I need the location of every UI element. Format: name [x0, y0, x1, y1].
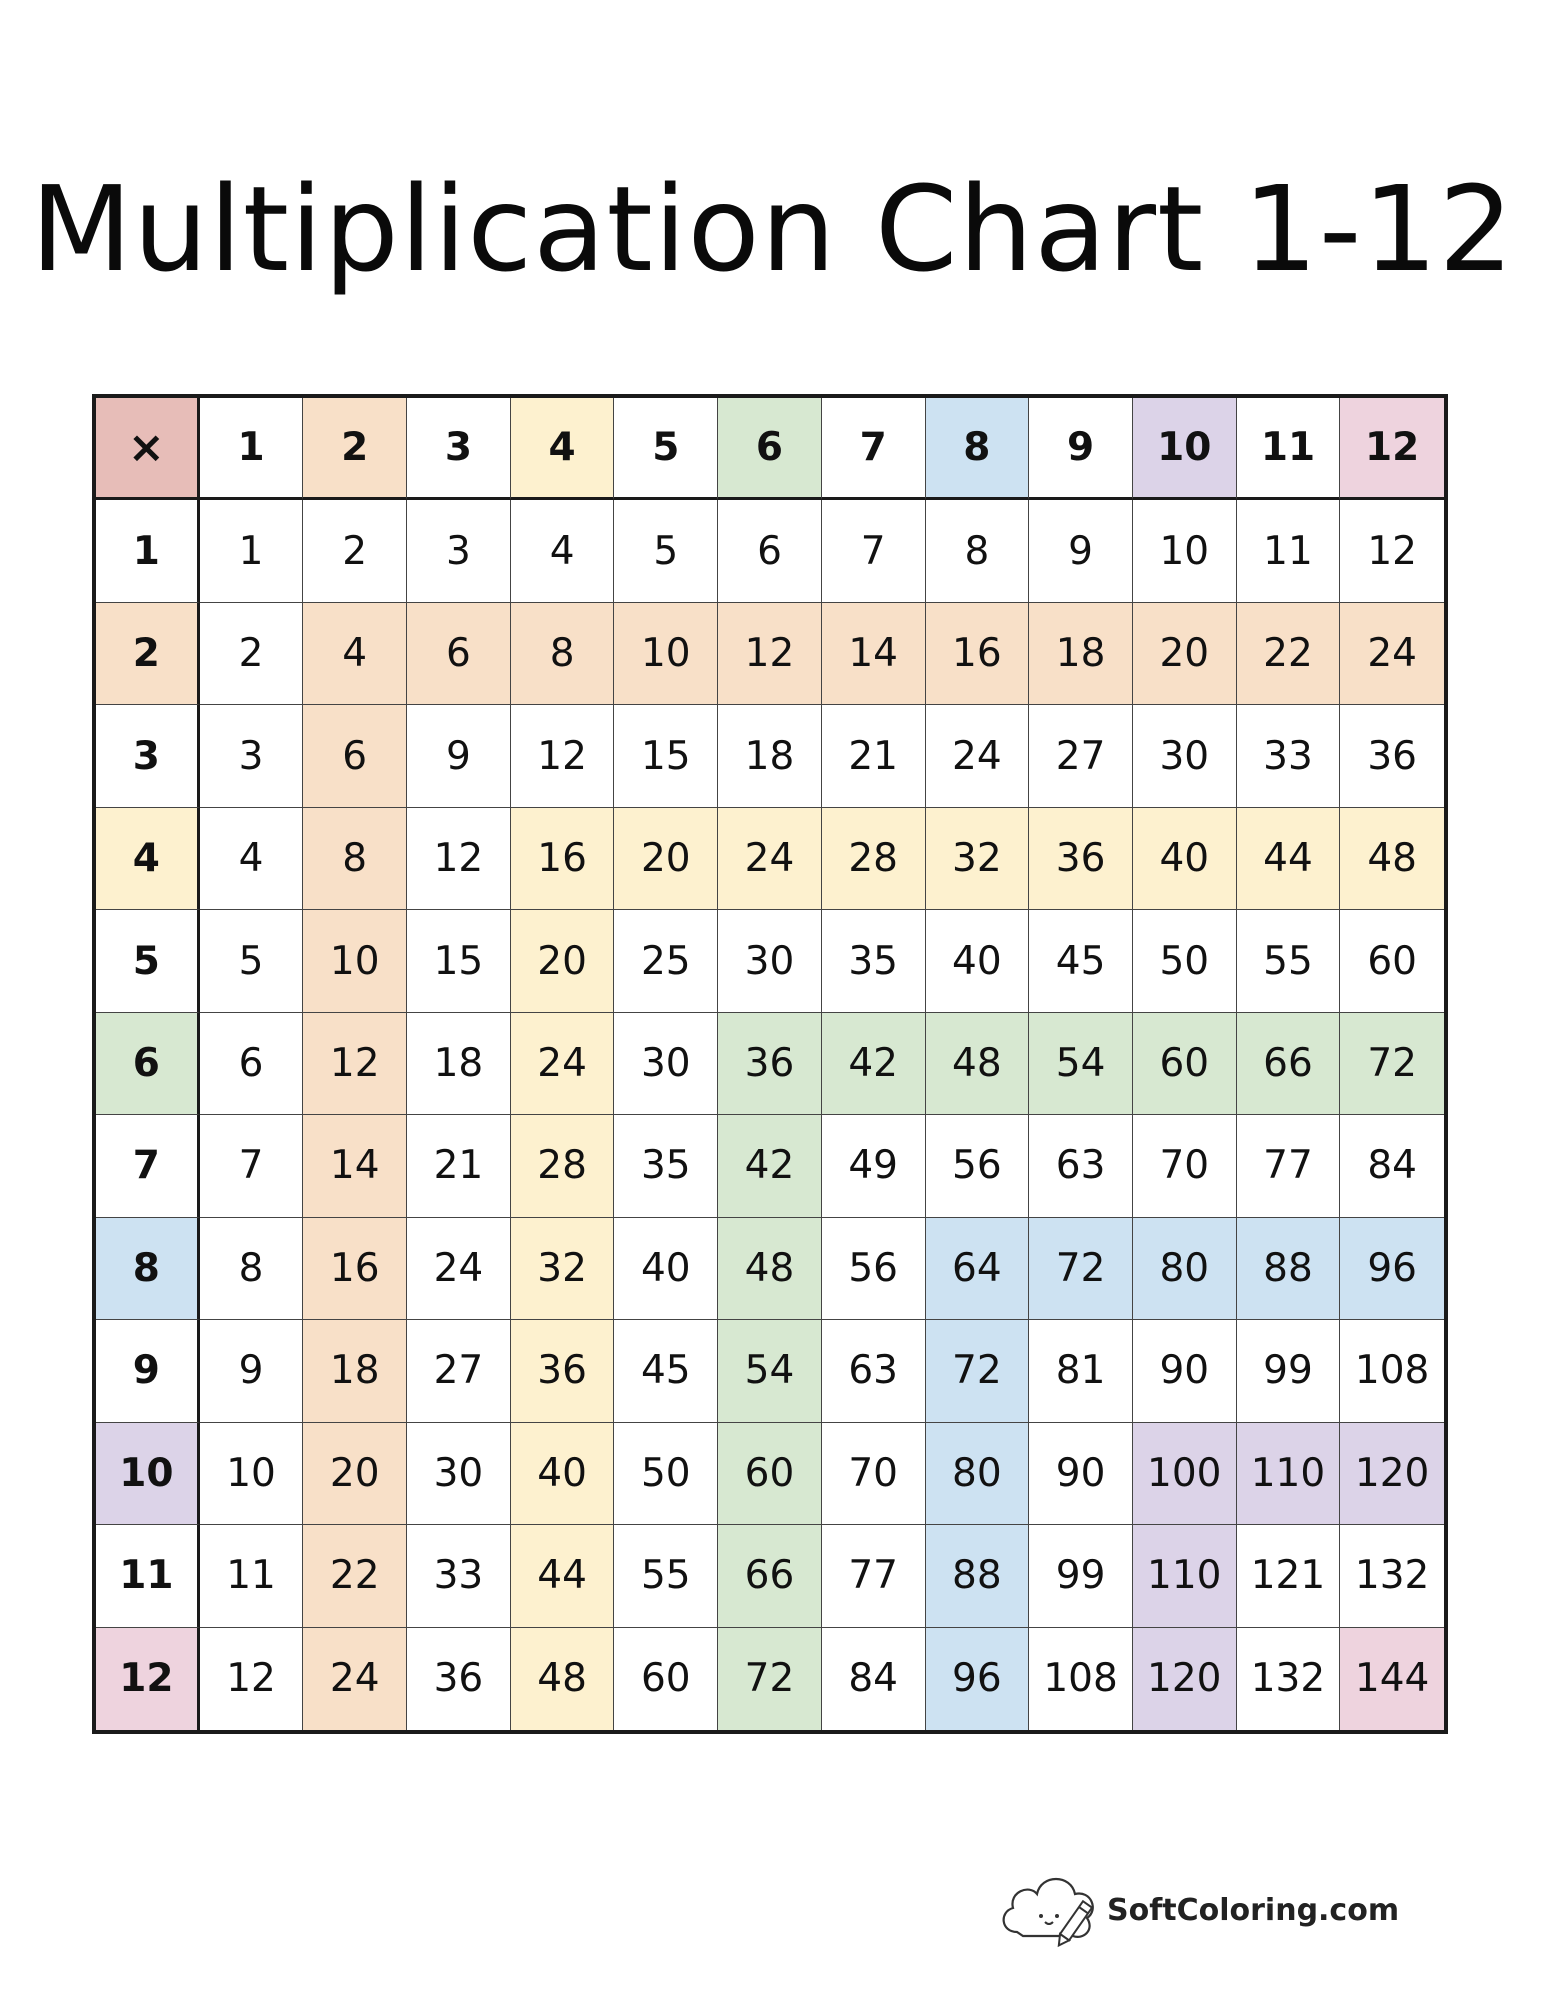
- product-cell: 6: [718, 500, 822, 602]
- product-cell: 70: [1133, 1115, 1237, 1217]
- row-header: 2: [96, 603, 200, 705]
- product-cell: 24: [511, 1013, 615, 1115]
- column-header: 12: [1340, 398, 1444, 500]
- product-cell: 12: [200, 1628, 304, 1730]
- product-cell: 90: [1133, 1320, 1237, 1422]
- product-cell: 60: [1340, 910, 1444, 1012]
- column-header: 10: [1133, 398, 1237, 500]
- brand-logo: [995, 1860, 1399, 1960]
- product-cell: 7: [200, 1115, 304, 1217]
- row-header: 4: [96, 808, 200, 910]
- product-cell: 10: [614, 603, 718, 705]
- product-cell: 12: [718, 603, 822, 705]
- product-cell: 15: [614, 705, 718, 807]
- row-header: 12: [96, 1628, 200, 1730]
- product-cell: 48: [718, 1218, 822, 1320]
- brand-logo-text: SoftColoring.com: [1107, 1892, 1400, 1928]
- product-cell: 77: [1237, 1115, 1341, 1217]
- product-cell: 25: [614, 910, 718, 1012]
- product-cell: 12: [1340, 500, 1444, 602]
- corner-multiply-symbol: ×: [96, 398, 200, 500]
- column-header: 5: [614, 398, 718, 500]
- product-cell: 36: [1340, 705, 1444, 807]
- product-cell: 81: [1029, 1320, 1133, 1422]
- row-header: 11: [96, 1525, 200, 1627]
- product-cell: 54: [718, 1320, 822, 1422]
- product-cell: 66: [1237, 1013, 1341, 1115]
- product-cell: 12: [511, 705, 615, 807]
- product-cell: 55: [614, 1525, 718, 1627]
- product-cell: 48: [1340, 808, 1444, 910]
- product-cell: 4: [303, 603, 407, 705]
- product-cell: 88: [926, 1525, 1030, 1627]
- product-cell: 77: [822, 1525, 926, 1627]
- product-cell: 44: [1237, 808, 1341, 910]
- product-cell: 12: [303, 1013, 407, 1115]
- product-cell: 32: [926, 808, 1030, 910]
- product-cell: 1: [200, 500, 304, 602]
- product-cell: 6: [200, 1013, 304, 1115]
- product-cell: 22: [303, 1525, 407, 1627]
- product-cell: 63: [822, 1320, 926, 1422]
- product-cell: 72: [718, 1628, 822, 1730]
- row-header: 1: [96, 500, 200, 602]
- column-header: 6: [718, 398, 822, 500]
- column-header: 11: [1237, 398, 1341, 500]
- row-header: 10: [96, 1423, 200, 1525]
- product-cell: 72: [1340, 1013, 1444, 1115]
- product-cell: 20: [303, 1423, 407, 1525]
- product-cell: 9: [200, 1320, 304, 1422]
- product-cell: 45: [1029, 910, 1133, 1012]
- product-cell: 108: [1340, 1320, 1444, 1422]
- product-cell: 40: [1133, 808, 1237, 910]
- column-header: 7: [822, 398, 926, 500]
- cloud-pencil-mascot-icon: [995, 1860, 1105, 1960]
- product-cell: 36: [407, 1628, 511, 1730]
- product-cell: 24: [718, 808, 822, 910]
- product-cell: 132: [1340, 1525, 1444, 1627]
- product-cell: 35: [822, 910, 926, 1012]
- page-title: Multiplication Chart 1-12: [30, 160, 1515, 298]
- row-header: 6: [96, 1013, 200, 1115]
- product-cell: 16: [303, 1218, 407, 1320]
- product-cell: 120: [1340, 1423, 1444, 1525]
- product-cell: 56: [926, 1115, 1030, 1217]
- product-cell: 36: [511, 1320, 615, 1422]
- product-cell: 15: [407, 910, 511, 1012]
- product-cell: 18: [1029, 603, 1133, 705]
- product-cell: 8: [926, 500, 1030, 602]
- product-cell: 6: [407, 603, 511, 705]
- product-cell: 108: [1029, 1628, 1133, 1730]
- product-cell: 121: [1237, 1525, 1341, 1627]
- product-cell: 24: [926, 705, 1030, 807]
- product-cell: 110: [1237, 1423, 1341, 1525]
- product-cell: 70: [822, 1423, 926, 1525]
- product-cell: 72: [1029, 1218, 1133, 1320]
- product-cell: 144: [1340, 1628, 1444, 1730]
- product-cell: 99: [1029, 1525, 1133, 1627]
- row-header: 3: [96, 705, 200, 807]
- product-cell: 18: [303, 1320, 407, 1422]
- product-cell: 3: [407, 500, 511, 602]
- product-cell: 36: [1029, 808, 1133, 910]
- product-cell: 28: [511, 1115, 615, 1217]
- product-cell: 88: [1237, 1218, 1341, 1320]
- product-cell: 4: [200, 808, 304, 910]
- column-header: 1: [200, 398, 304, 500]
- product-cell: 42: [822, 1013, 926, 1115]
- product-cell: 5: [200, 910, 304, 1012]
- product-cell: 24: [303, 1628, 407, 1730]
- product-cell: 9: [407, 705, 511, 807]
- product-cell: 44: [511, 1525, 615, 1627]
- product-cell: 80: [1133, 1218, 1237, 1320]
- product-cell: 64: [926, 1218, 1030, 1320]
- product-cell: 18: [407, 1013, 511, 1115]
- product-cell: 30: [614, 1013, 718, 1115]
- product-cell: 40: [614, 1218, 718, 1320]
- product-cell: 60: [1133, 1013, 1237, 1115]
- product-cell: 54: [1029, 1013, 1133, 1115]
- product-cell: 42: [718, 1115, 822, 1217]
- product-cell: 60: [718, 1423, 822, 1525]
- product-cell: 63: [1029, 1115, 1133, 1217]
- multiplication-table: [92, 394, 1448, 1734]
- product-cell: 48: [511, 1628, 615, 1730]
- product-cell: 32: [511, 1218, 615, 1320]
- product-cell: 60: [614, 1628, 718, 1730]
- product-cell: 5: [614, 500, 718, 602]
- product-cell: 20: [511, 910, 615, 1012]
- product-cell: 16: [511, 808, 615, 910]
- product-cell: 56: [822, 1218, 926, 1320]
- product-cell: 96: [1340, 1218, 1444, 1320]
- product-cell: 27: [407, 1320, 511, 1422]
- product-cell: 8: [303, 808, 407, 910]
- product-cell: 10: [200, 1423, 304, 1525]
- product-cell: 10: [1133, 500, 1237, 602]
- product-cell: 48: [926, 1013, 1030, 1115]
- product-cell: 24: [407, 1218, 511, 1320]
- product-cell: 2: [200, 603, 304, 705]
- product-cell: 50: [1133, 910, 1237, 1012]
- product-cell: 11: [200, 1525, 304, 1627]
- row-header: 8: [96, 1218, 200, 1320]
- row-header: 7: [96, 1115, 200, 1217]
- product-cell: 100: [1133, 1423, 1237, 1525]
- product-cell: 9: [1029, 500, 1133, 602]
- product-cell: 22: [1237, 603, 1341, 705]
- column-header: 4: [511, 398, 615, 500]
- product-cell: 14: [822, 603, 926, 705]
- product-cell: 49: [822, 1115, 926, 1217]
- product-cell: 16: [926, 603, 1030, 705]
- product-cell: 36: [718, 1013, 822, 1115]
- product-cell: 110: [1133, 1525, 1237, 1627]
- row-header: 5: [96, 910, 200, 1012]
- product-cell: 80: [926, 1423, 1030, 1525]
- product-cell: 40: [926, 910, 1030, 1012]
- product-cell: 28: [822, 808, 926, 910]
- product-cell: 30: [718, 910, 822, 1012]
- product-cell: 30: [407, 1423, 511, 1525]
- product-cell: 6: [303, 705, 407, 807]
- product-cell: 50: [614, 1423, 718, 1525]
- product-cell: 12: [407, 808, 511, 910]
- product-cell: 33: [1237, 705, 1341, 807]
- product-cell: 8: [511, 603, 615, 705]
- column-header: 8: [926, 398, 1030, 500]
- product-cell: 55: [1237, 910, 1341, 1012]
- product-cell: 30: [1133, 705, 1237, 807]
- row-header: 9: [96, 1320, 200, 1422]
- product-cell: 3: [200, 705, 304, 807]
- product-cell: 84: [1340, 1115, 1444, 1217]
- product-cell: 7: [822, 500, 926, 602]
- product-cell: 66: [718, 1525, 822, 1627]
- product-cell: 35: [614, 1115, 718, 1217]
- product-cell: 2: [303, 500, 407, 602]
- product-cell: 33: [407, 1525, 511, 1627]
- product-cell: 20: [614, 808, 718, 910]
- product-cell: 96: [926, 1628, 1030, 1730]
- column-header: 2: [303, 398, 407, 500]
- column-header: 9: [1029, 398, 1133, 500]
- product-cell: 99: [1237, 1320, 1341, 1422]
- product-cell: 40: [511, 1423, 615, 1525]
- product-cell: 120: [1133, 1628, 1237, 1730]
- product-cell: 24: [1340, 603, 1444, 705]
- column-header: 3: [407, 398, 511, 500]
- product-cell: 14: [303, 1115, 407, 1217]
- product-cell: 10: [303, 910, 407, 1012]
- product-cell: 84: [822, 1628, 926, 1730]
- product-cell: 11: [1237, 500, 1341, 602]
- product-cell: 21: [407, 1115, 511, 1217]
- product-cell: 8: [200, 1218, 304, 1320]
- product-cell: 18: [718, 705, 822, 807]
- product-cell: 20: [1133, 603, 1237, 705]
- product-cell: 132: [1237, 1628, 1341, 1730]
- product-cell: 90: [1029, 1423, 1133, 1525]
- product-cell: 21: [822, 705, 926, 807]
- product-cell: 4: [511, 500, 615, 602]
- product-cell: 27: [1029, 705, 1133, 807]
- product-cell: 72: [926, 1320, 1030, 1422]
- product-cell: 45: [614, 1320, 718, 1422]
